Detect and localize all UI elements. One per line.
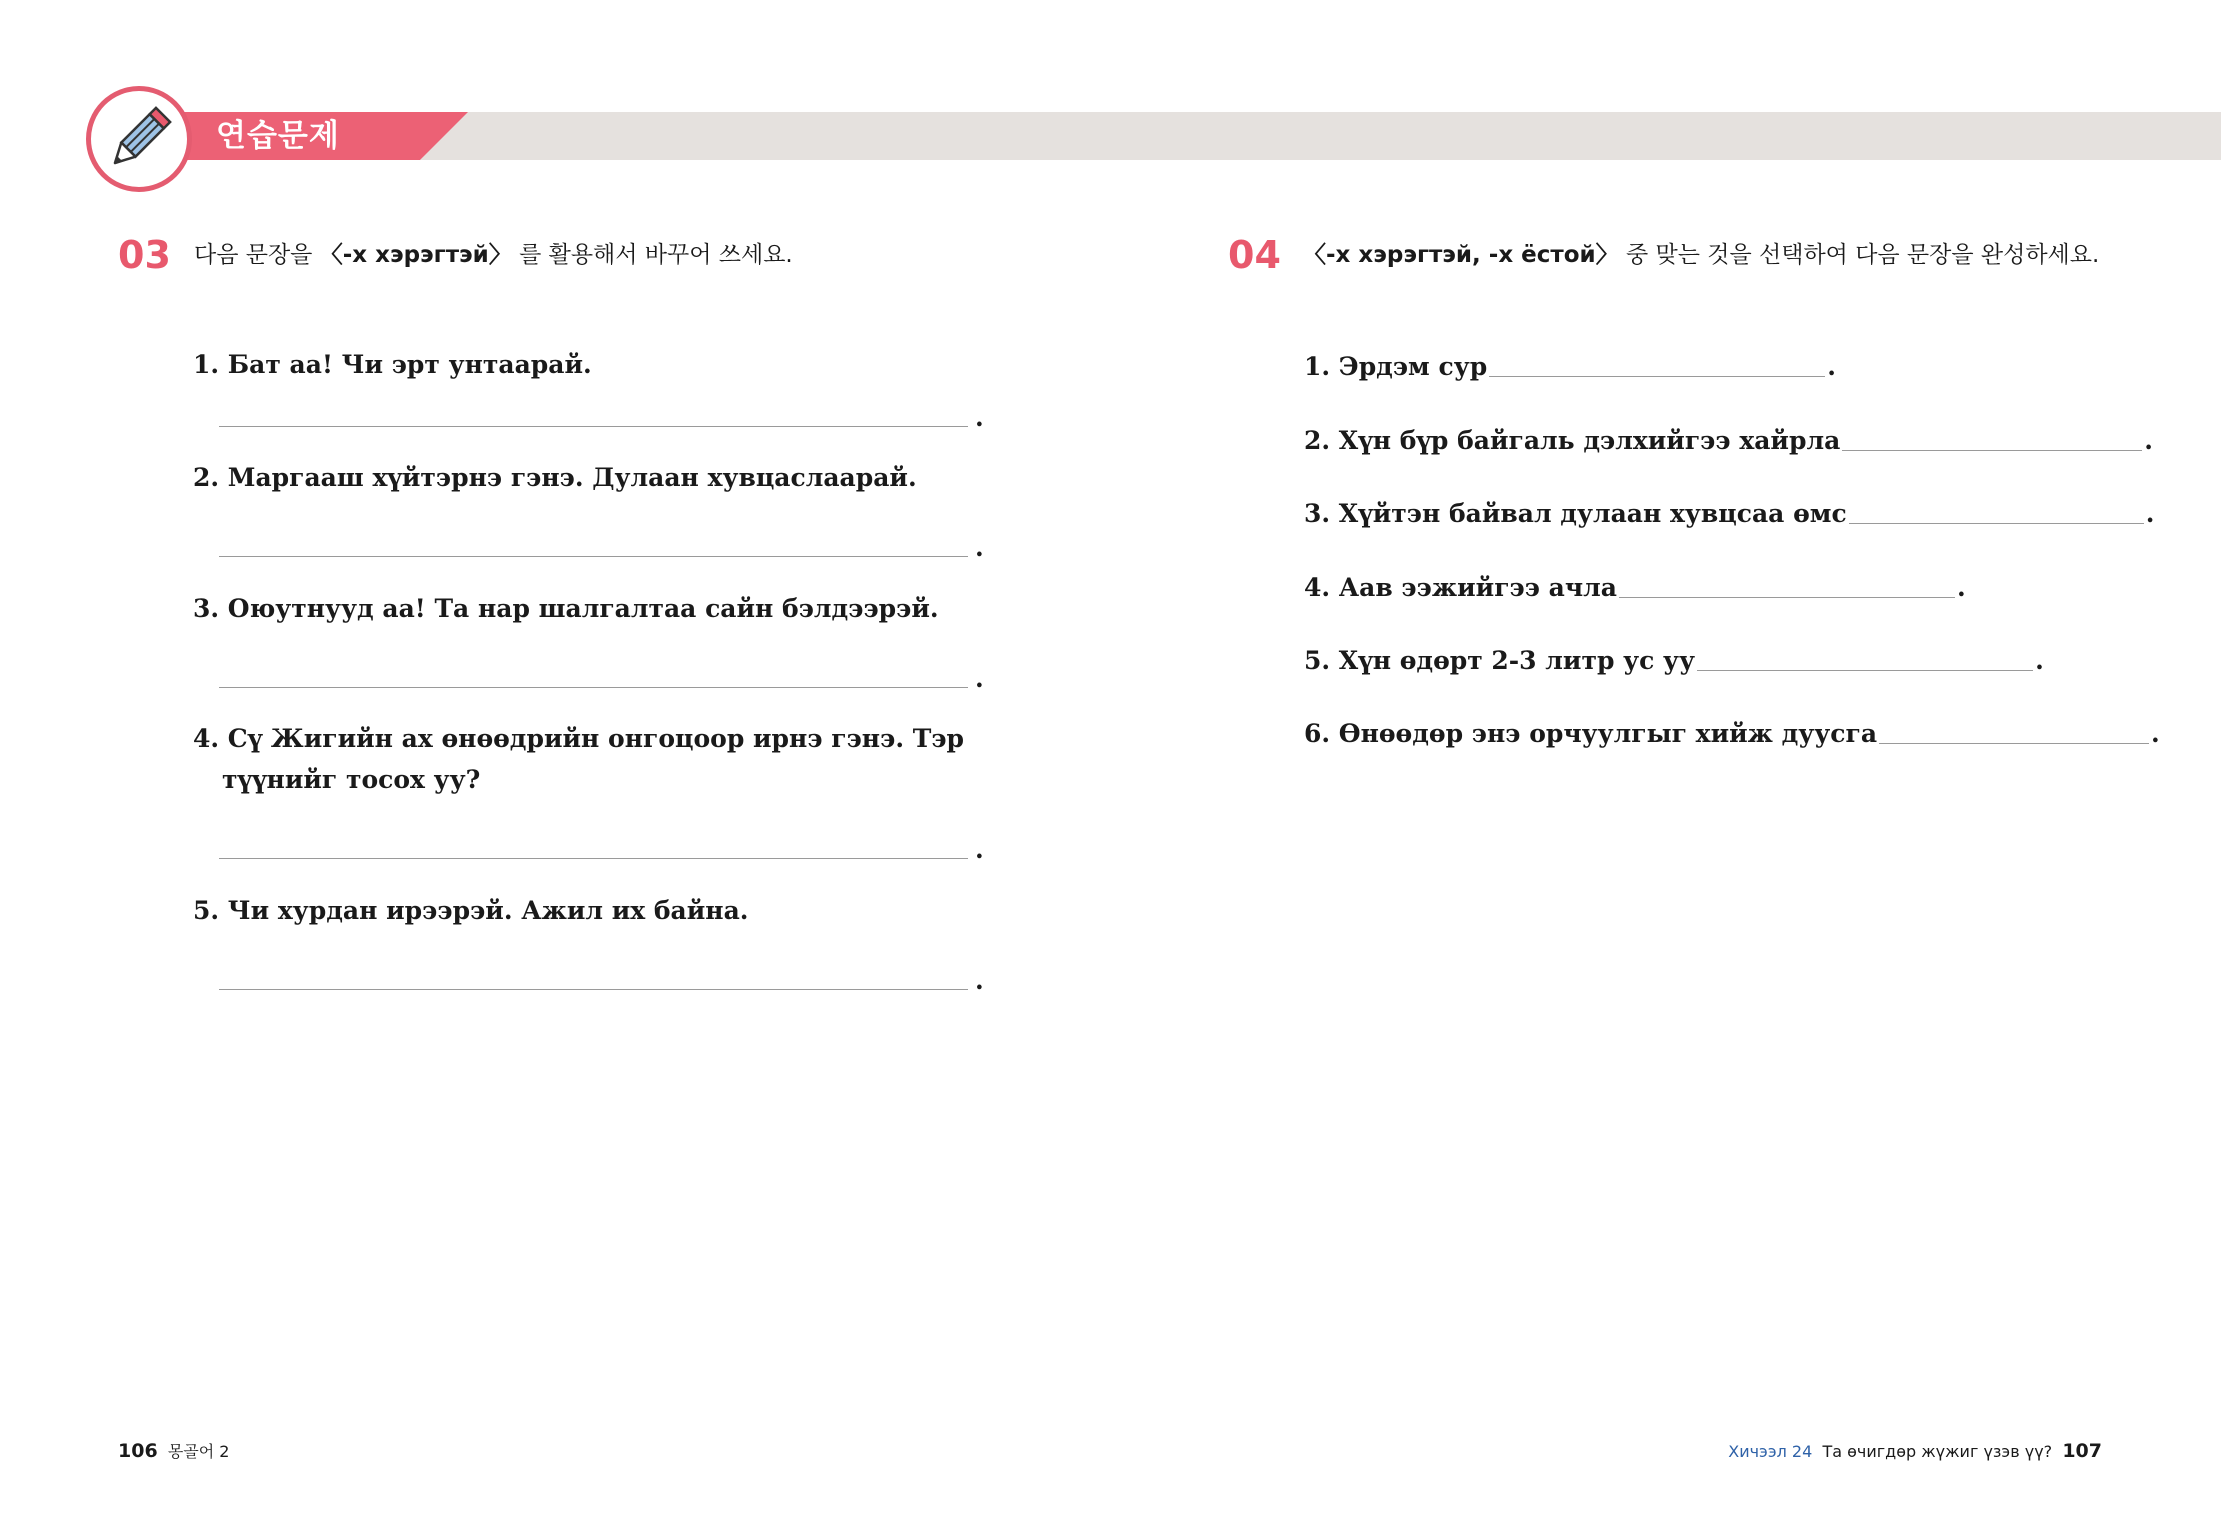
fill-item-1 <box>1304 354 1836 379</box>
pencil-badge <box>86 86 192 192</box>
page-number-left: 106 <box>118 1440 158 1462</box>
pencil-icon <box>91 91 187 187</box>
footer-left <box>118 1442 229 1461</box>
answer-period-5: . <box>975 966 984 995</box>
answer-line-4[interactable] <box>219 858 968 859</box>
fill-item-text: 2. Хүн бүр байгаль дэлхийгээ хайрла <box>1304 426 1841 455</box>
fill-item-3 <box>1304 501 2154 526</box>
exercise-number-03: 03 <box>118 233 171 277</box>
header-band-gray <box>420 112 2221 160</box>
question-4: 4. Сү Жигийн ах өнөөдрийн онгоцоор ирнэ гэнэ. Тэр <box>193 724 965 753</box>
fill-item-2 <box>1304 428 2153 453</box>
instruction-grammar: 〈-х хэрэгтэй, -х ёстой〉 <box>1303 242 1619 268</box>
fill-item-5 <box>1304 648 2044 673</box>
answer-period-1: . <box>975 403 984 432</box>
fill-period: . <box>2035 646 2044 675</box>
exercise-number-04: 04 <box>1228 233 1281 277</box>
fill-item-4 <box>1304 575 1966 600</box>
fill-item-text: 6. Өнөөдөр энэ орчуулгыг хийж дуусга <box>1304 719 1878 748</box>
instruction-grammar: 〈-х хэрэгтэй〉 <box>319 242 512 268</box>
question-2: 2. Маргааш хүйтэрнэ гэнэ. Дулаан хувцаслаарай. <box>193 463 917 492</box>
question-3: 3. Оюутнууд аа! Та нар шалгалтаа сайн бэлдээрэй. <box>193 594 939 623</box>
answer-period-2: . <box>975 533 984 562</box>
book-title: 몽골어 2 <box>167 1442 230 1461</box>
exercise-03-instruction <box>194 244 793 267</box>
blank-line-6[interactable] <box>1879 743 2149 744</box>
exercise-04-instruction <box>1303 244 2099 267</box>
answer-line-1[interactable] <box>219 426 968 427</box>
fill-period: . <box>1957 573 1966 602</box>
fill-item-text: 5. Хүн өдөрт 2-3 литр ус уу <box>1304 646 1696 675</box>
instruction-text: 다음 문장을 <box>194 242 320 268</box>
fill-period: . <box>1827 352 1836 381</box>
blank-line-5[interactable] <box>1697 670 2033 671</box>
footer-right <box>1728 1442 2102 1461</box>
blank-line-1[interactable] <box>1489 376 1825 377</box>
answer-period-3: . <box>975 664 984 693</box>
fill-item-6 <box>1304 721 2160 746</box>
question-4-continued: түүнийг тосох уу? <box>222 765 481 794</box>
answer-line-3[interactable] <box>219 687 968 688</box>
answer-line-2[interactable] <box>219 556 968 557</box>
blank-line-4[interactable] <box>1619 597 1955 598</box>
instruction-text-end: 를 활용해서 바꾸어 쓰세요. <box>511 242 793 268</box>
answer-period-4: . <box>975 835 984 864</box>
fill-period: . <box>2144 426 2153 455</box>
instruction-text-end: 중 맞는 것을 선택하여 다음 문장을 완성하세요. <box>1618 242 2100 268</box>
blank-line-2[interactable] <box>1842 450 2142 451</box>
fill-period: . <box>2151 719 2160 748</box>
question-5: 5. Чи хурдан ирээрэй. Ажил их байна. <box>193 896 749 925</box>
blank-line-3[interactable] <box>1849 523 2144 524</box>
fill-item-text: 3. Хүйтэн байвал дулаан хувцсаа өмс <box>1304 499 1847 528</box>
question-1: 1. Бат аа! Чи эрт унтаарай. <box>193 350 592 379</box>
lesson-number: Хичээл 24 <box>1728 1442 1813 1461</box>
fill-period: . <box>2145 499 2155 528</box>
fill-item-text: 4. Аав ээжийгээ ачла <box>1304 573 1618 602</box>
page-number-right: 107 <box>2062 1440 2102 1462</box>
section-title: 연습문제 <box>216 118 340 154</box>
lesson-title: Та өчигдөр жүжиг үзэв үү? <box>1822 1442 2053 1461</box>
answer-line-5[interactable] <box>219 989 968 990</box>
fill-item-text: 1. Эрдэм сур <box>1304 352 1488 381</box>
